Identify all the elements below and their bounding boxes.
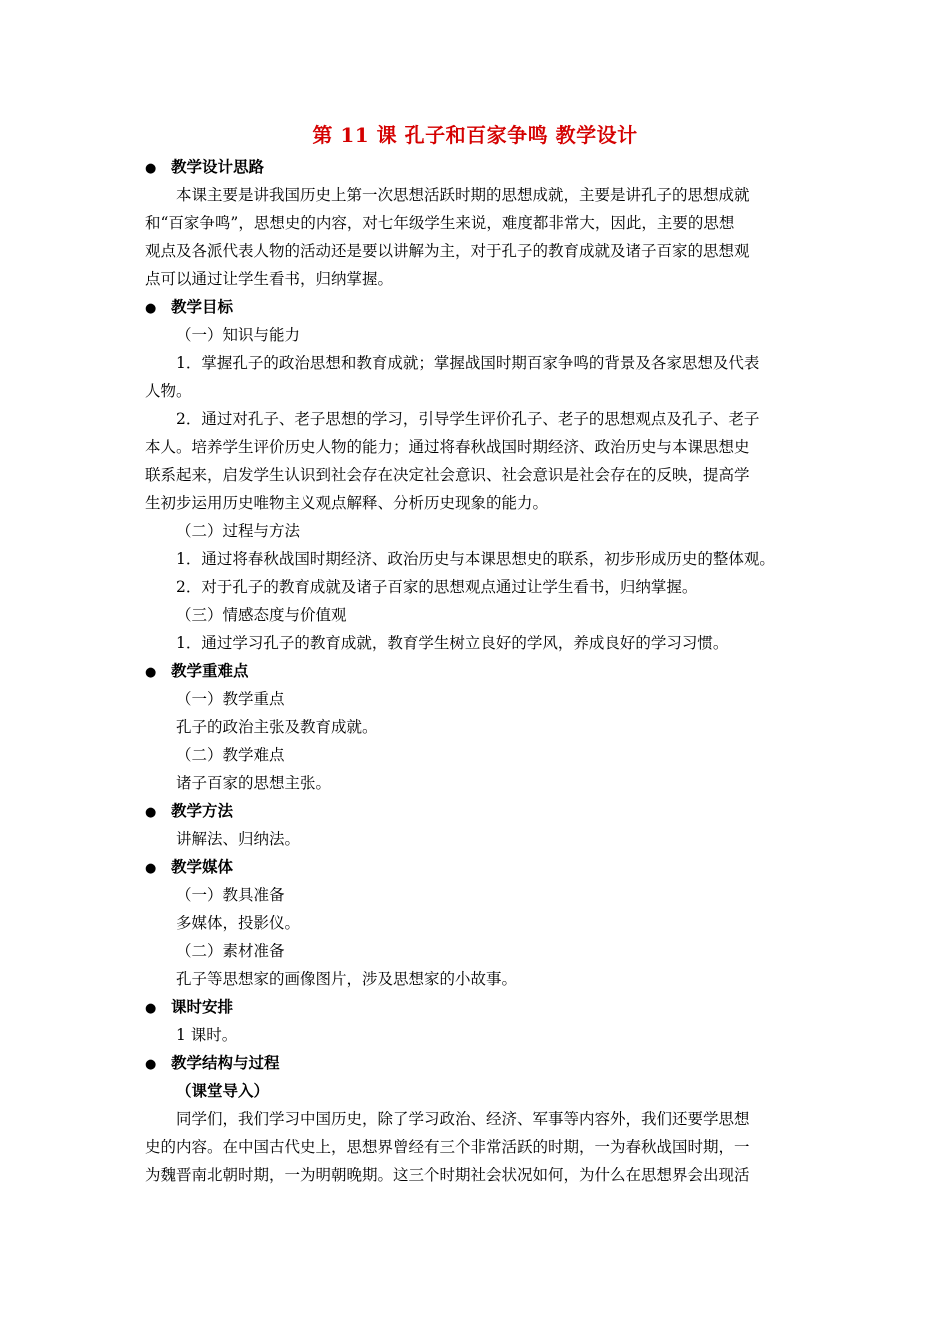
bullet-icon: ● [145, 861, 157, 876]
bullet-icon: ● [145, 805, 157, 820]
subheading: （二）素材准备 [176, 942, 285, 960]
bullet-icon: ● [145, 1001, 157, 1016]
paragraph-line: 多媒体，投影仪。 [176, 914, 301, 932]
bullet-icon: ● [145, 665, 157, 680]
subheading: （一）知识与能力 [176, 326, 301, 344]
paragraph-line: 1 课时。 [176, 1026, 238, 1044]
paragraph-line: 点可以通过让学生看书，归纳掌握。 [145, 270, 394, 288]
bullet-icon: ● [145, 301, 157, 316]
paragraph-line: 和“百家争鸣”，思想史的内容，对七年级学生来说，难度都非常大，因此，主要的思想 [145, 214, 735, 232]
paragraph-line: 1．掌握孔子的政治思想和教育成就；掌握战国时期百家争鸣的背景及各家思想及代表 [176, 354, 760, 372]
page-title: 第 11 课 孔子和百家争鸣 教学设计 [312, 123, 638, 147]
paragraph-line: 1．通过将春秋战国时期经济、政治历史与本课思想史的联系，初步形成历史的整体观。 [176, 550, 775, 568]
paragraph-line: 讲解法、归纳法。 [176, 830, 301, 848]
paragraph-line: 联系起来，启发学生认识到社会存在决定社会意识、社会意识是社会存在的反映，提高学 [145, 466, 750, 484]
paragraph-line: 人物。 [145, 382, 192, 400]
subheading: （三）情感态度与价值观 [176, 606, 347, 624]
paragraph-line: 孔子等思想家的画像图片，涉及思想家的小故事。 [176, 970, 518, 988]
subheading: （课堂导入） [176, 1081, 270, 1100]
section-heading-key-points: ● 教学重难点 [145, 657, 813, 685]
section-heading-design-idea: ● 教学设计思路 [145, 153, 813, 181]
section-heading-methods: ● 教学方法 [145, 797, 813, 825]
subheading: （一）教具准备 [176, 886, 285, 904]
paragraph-line: 本课主要是讲我国历史上第一次思想活跃时期的思想成就，主要是讲孔子的思想成就 [176, 186, 750, 204]
paragraph-line: 观点及各派代表人物的活动还是要以讲解为主，对于孔子的教育成就及诸子百家的思想观 [145, 242, 750, 260]
paragraph-line: 史的内容。在中国古代史上，思想界曾经有三个非常活跃的时期，一为春秋战国时期，一 [145, 1138, 750, 1156]
paragraph-line: 本人。培养学生评价历史人物的能力；通过将春秋战国时期经济、政治历史与本课思想史 [145, 438, 750, 456]
paragraph-line: 生初步运用历史唯物主义观点解释、分析历史现象的能力。 [145, 494, 549, 512]
subheading: （一）教学重点 [176, 690, 285, 708]
paragraph-line: 2．对于孔子的教育成就及诸子百家的思想观点通过让学生看书，归纳掌握。 [176, 578, 698, 596]
paragraph-line: 1．通过学习孔子的教育成就，教育学生树立良好的学风，养成良好的学习习惯。 [176, 634, 729, 652]
bullet-icon: ● [145, 1057, 157, 1072]
paragraph-line: 为魏晋南北朝时期，一为明朝晚期。这三个时期社会状况如何，为什么在思想界会出现活 [145, 1166, 750, 1184]
subheading: （二）教学难点 [176, 746, 285, 764]
section-heading-process: ● 教学结构与过程 [145, 1049, 813, 1077]
paragraph-line: 诸子百家的思想主张。 [176, 774, 332, 792]
section-heading-goals: ● 教学目标 [145, 293, 813, 321]
paragraph-line: 2．通过对孔子、老子思想的学习，引导学生评价孔子、老子的思想观点及孔子、老子 [176, 410, 760, 428]
paragraph-line: 孔子的政治主张及教育成就。 [176, 718, 378, 736]
paragraph-line: 同学们，我们学习中国历史，除了学习政治、经济、军事等内容外，我们还要学思想 [176, 1110, 750, 1128]
bullet-icon: ● [145, 161, 157, 176]
section-heading-media: ● 教学媒体 [145, 853, 813, 881]
subheading: （二）过程与方法 [176, 522, 301, 540]
document-body [145, 153, 813, 1189]
section-heading-schedule: ● 课时安排 [145, 993, 813, 1021]
